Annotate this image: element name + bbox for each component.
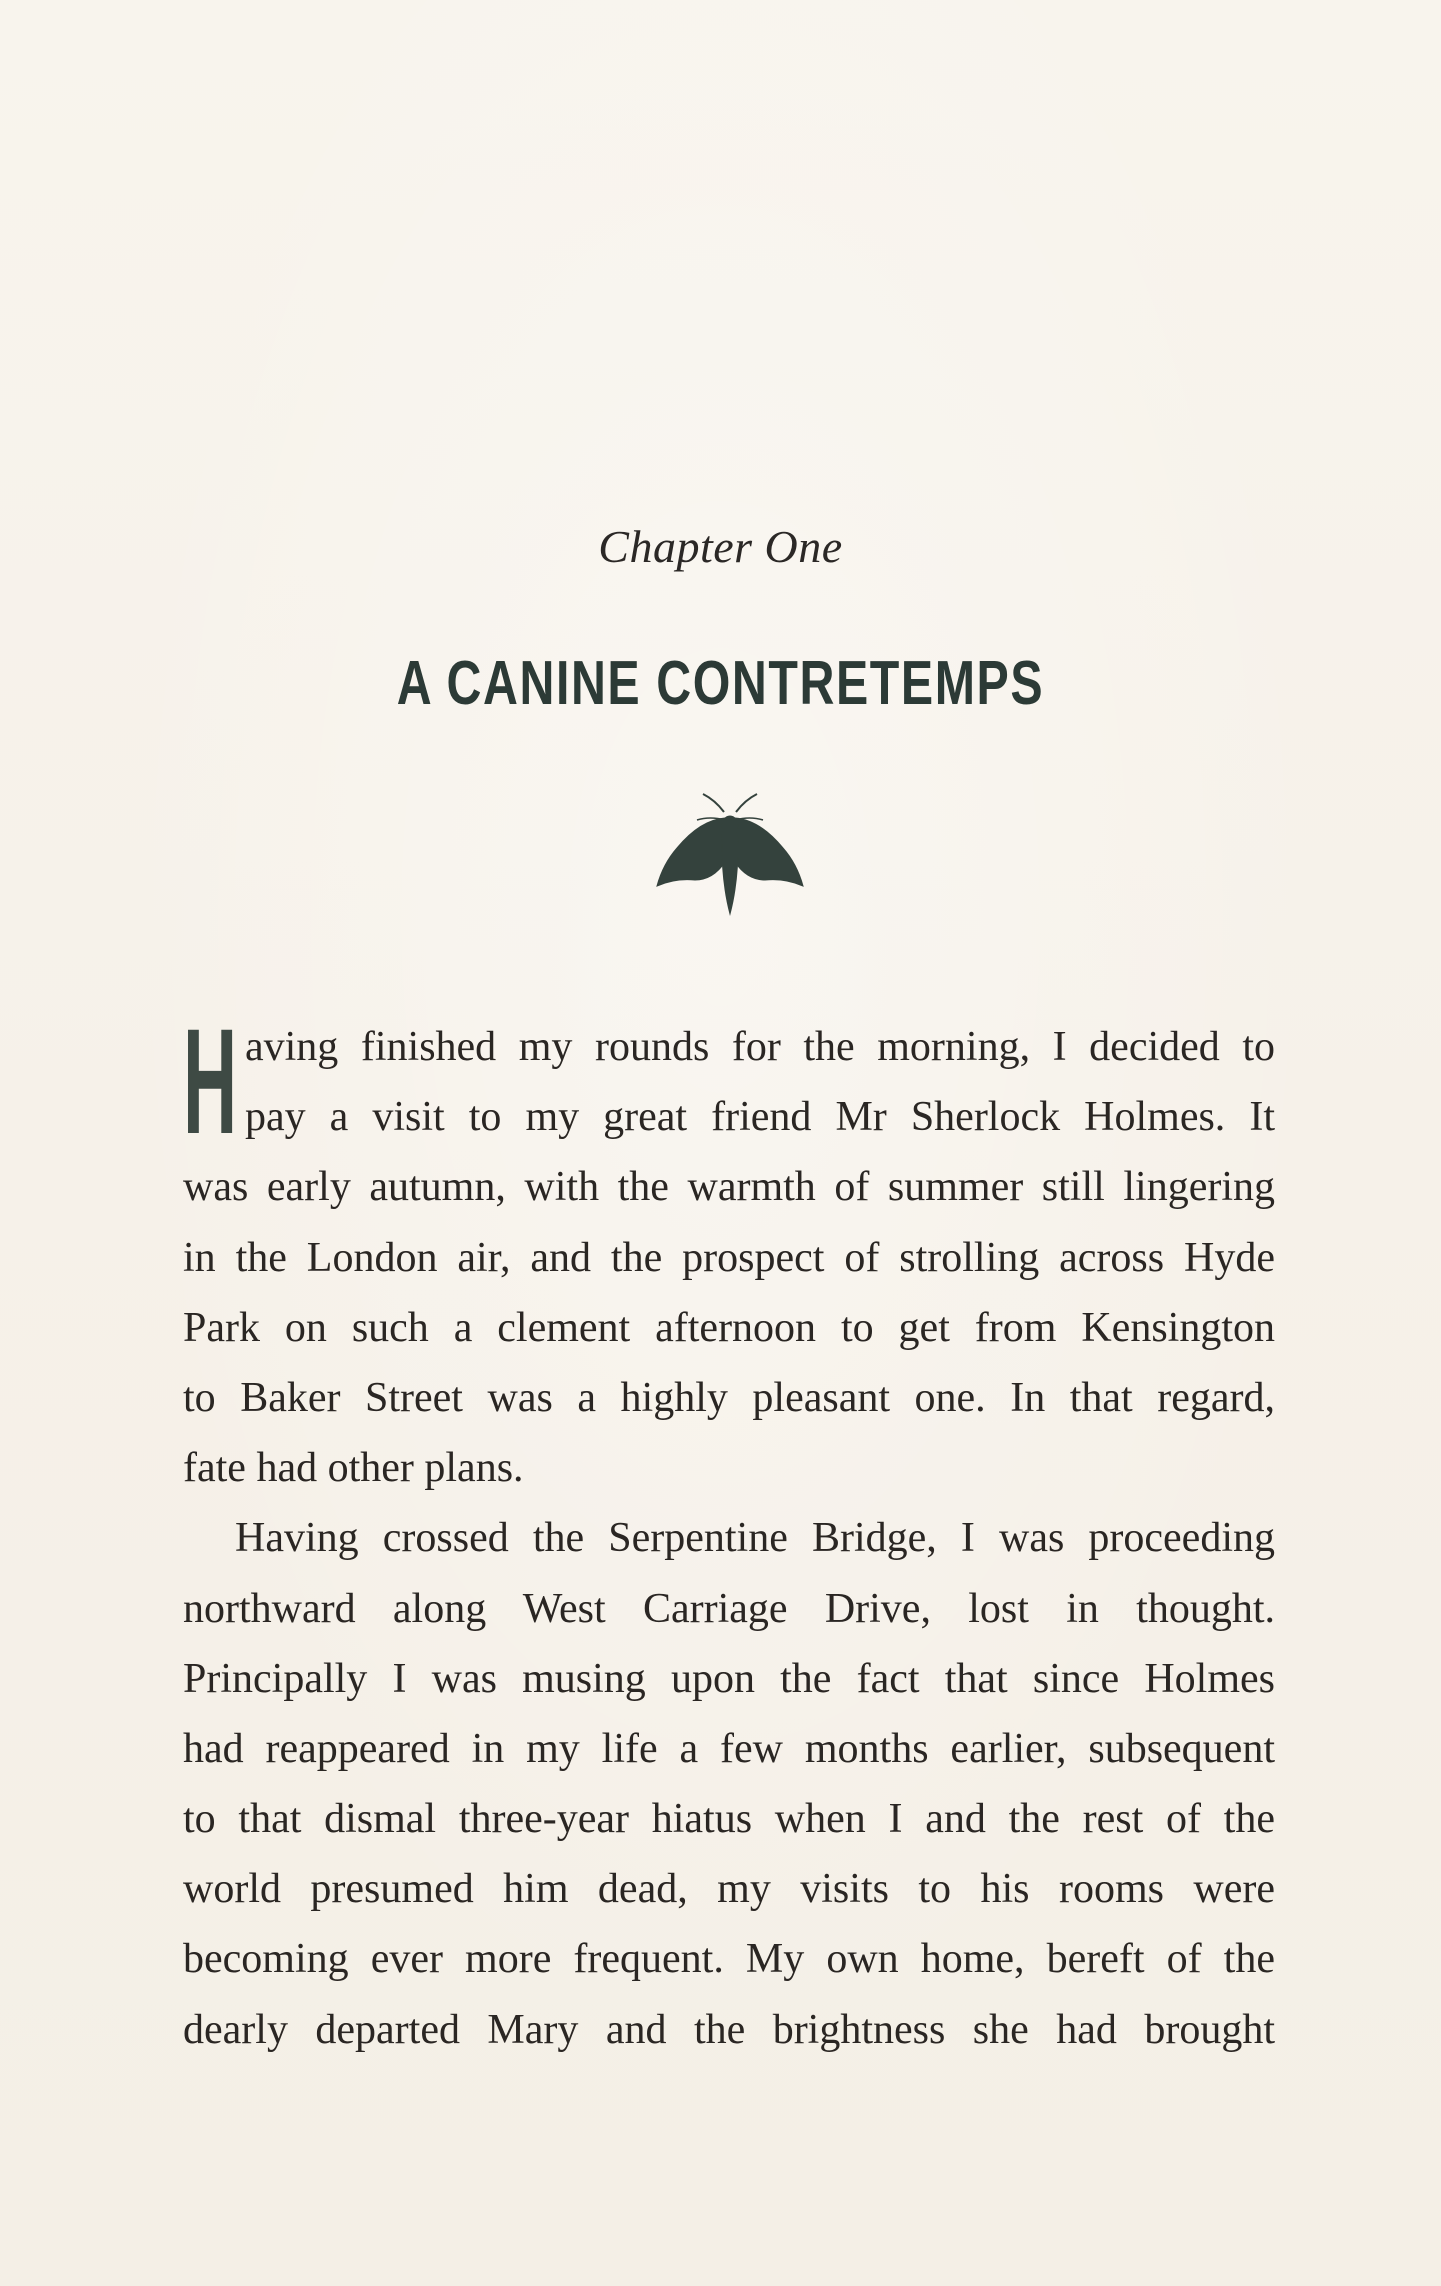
body-line: northward along West Carriage Drive, lost in thought. [183, 1585, 1275, 1632]
body-line: to that dismal three-year hiatus when I and the rest of the [183, 1796, 1275, 1843]
body-line: fate had other plans. [183, 1445, 524, 1492]
body-line: in the London air, and the prospect of strolling across Hyde [183, 1234, 1275, 1281]
body-line: pay a visit to my great friend Mr Sherlock Holmes. It [245, 1094, 1275, 1141]
drop-cap: H [183, 997, 238, 1165]
body-line: to Baker Street was a highly pleasant one. In that regard, [183, 1374, 1275, 1421]
body-line: Having crossed the Serpentine Bridge, I was proceeding [235, 1515, 1275, 1562]
body-line: Park on such a clement afternoon to get from Kensington [183, 1304, 1275, 1351]
chapter-body [183, 997, 1275, 2065]
body-line: becoming ever more frequent. My own home, bereft of the [183, 1936, 1275, 1983]
moth-icon [655, 790, 805, 920]
chapter-title: A CANINE CONTRETEMPS [396, 649, 1045, 718]
body-line: world presumed him dead, my visits to his rooms were [183, 1866, 1275, 1913]
body-line: dearly departed Mary and the brightness she had brought [183, 2006, 1275, 2053]
body-line: Principally I was musing upon the fact that since Holmes [183, 1655, 1275, 1702]
body-line: had reappeared in my life a few months earlier, subsequent [183, 1725, 1275, 1772]
body-line: aving finished my rounds for the morning, I decided to [245, 1024, 1275, 1070]
body-line: was early autumn, with the warmth of summer still lingering [183, 1164, 1275, 1211]
chapter-label: Chapter One [598, 521, 843, 572]
